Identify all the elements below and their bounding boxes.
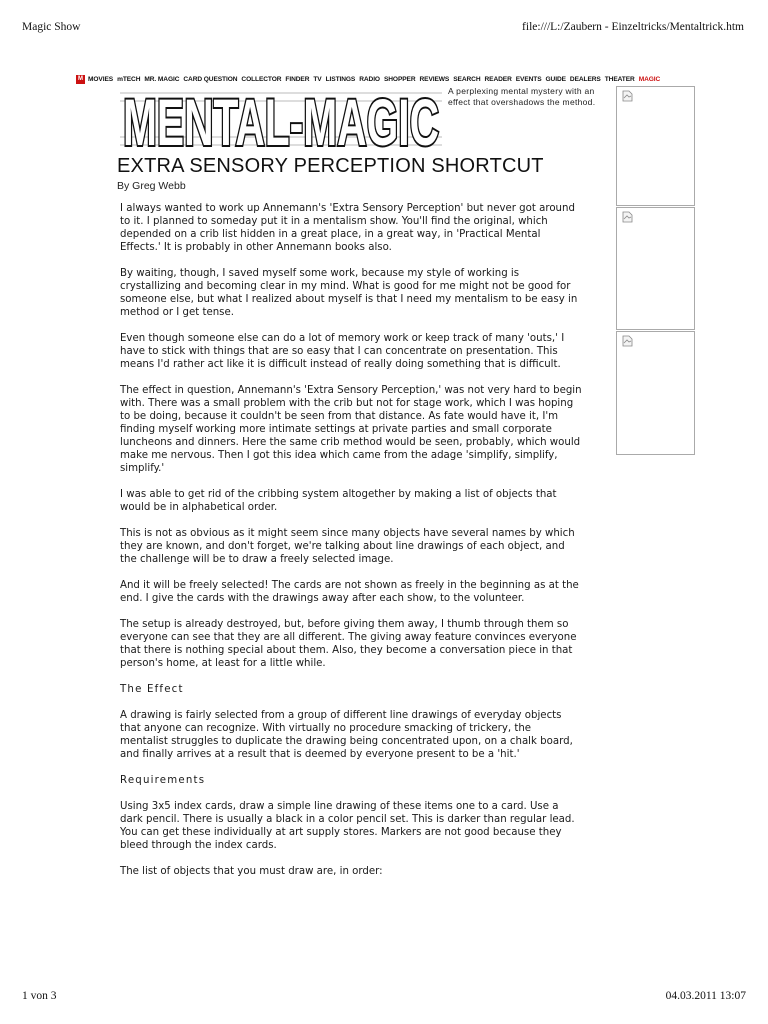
nav-item-card-question[interactable]: CARD QUESTION — [183, 75, 238, 83]
nav-item-finder[interactable]: FINDER — [285, 75, 310, 83]
broken-image-icon — [622, 211, 633, 223]
paragraph: I was able to get rid of the cribbing system altogether by making a list of objects that would be in alphabetical order. — [120, 489, 557, 513]
paragraph: The list of objects that you must draw are, in order: — [120, 866, 383, 877]
nav-item-listings[interactable]: LISTINGS — [325, 75, 356, 83]
paragraph: This is not as obvious as it might seem since many objects have several names by which they are known, and don't forget, we're talking about line drawings of each object, and the challenge will be to draw a freely selected image. — [120, 528, 575, 565]
nav-item-search[interactable]: SEARCH — [453, 75, 481, 83]
article-byline: By Greg Webb — [117, 180, 186, 192]
print-datetime: 04.03.2011 13:07 — [665, 990, 746, 1002]
nav-item-theater[interactable]: THEATER — [604, 75, 635, 83]
broken-image-icon — [622, 90, 633, 102]
mental-magic-banner — [120, 87, 442, 151]
paragraph: Even though someone else can do a lot of memory work or keep track of many 'outs,' I have to stick with things that are so easy that I can concentrate on presentation. This means I'd rather act like it is difficult instead of really doing something that is difficult. — [120, 333, 565, 370]
browser-page-title: Magic Show — [22, 21, 81, 33]
side-ad-2[interactable] — [616, 207, 695, 330]
nav-item-guide[interactable]: GUIDE — [545, 75, 566, 83]
nav-item-reader[interactable]: READER — [484, 75, 512, 83]
paragraph: The effect in question, Annemann's 'Extra Sensory Perception,' was not very hard to begin with. There was a small problem with the crib but not for stage work, which I was hoping to be doing, because it couldn't be seen from that distance. As fate would have it, I'm finding myself working more intimate settings at private parties and small corporate luncheons and dinners. Here the same crib method would be seen, probably, which would make me nervous. Then I got this idea which came from the adage 'simplify, simplify, simplify.' — [120, 385, 582, 474]
browser-file-url: file:///L:/Zaubern - Einzeltricks/Mentaltrick.htm — [522, 21, 744, 33]
nav-item-reviews[interactable]: REVIEWS — [419, 75, 450, 83]
side-ad-1[interactable] — [616, 86, 695, 206]
broken-image-icon — [622, 335, 633, 347]
nav-item-movies[interactable]: MOVIES — [88, 75, 114, 83]
paragraph: A drawing is fairly selected from a group of different line drawings of everyday objects that anyone can recognize. With virtually no procedure smacking of trickery, the mentalist struggles to duplicate the drawing being concentrated upon, on a chalk board, and finally arrives at a result that is deemed by everyone present to be a 'hit.' — [120, 710, 573, 760]
paragraph: I always wanted to work up Annemann's 'Extra Sensory Perception' but never got around to it. I planned to someday put it in a mentalism show. You'll find the original, which depended on a crib list hidden in a great place, in a great way, in 'Practical Mental Effects.' It is probably in other Annemann books also. — [120, 203, 575, 253]
article-body — [120, 202, 582, 891]
banner-tagline: A perplexing mental mystery with an effect that overshadows the method. — [448, 86, 596, 107]
nav-item-tv[interactable]: TV — [313, 75, 322, 83]
nav-item-mtech[interactable]: mTECH — [117, 75, 141, 83]
nav-item-magic[interactable]: MAGIC — [638, 75, 661, 83]
nav-item-dealers[interactable]: DEALERS — [569, 75, 601, 83]
nav-item-shopper[interactable]: SHOPPER — [383, 75, 416, 83]
page-number: 1 von 3 — [22, 990, 57, 1002]
paragraph: The setup is already destroyed, but, before giving them away, I thumb through them so everyone can see that they are all different. The giving away feature convinces everyone that there is nothing special about them. Also, they become a conversation piece in that person's home, at least for a little while. — [120, 619, 577, 669]
nav-item-radio[interactable]: RADIO — [359, 75, 380, 83]
article-title: EXTRA SENSORY PERCEPTION SHORTCUT — [117, 155, 544, 177]
site-nav-bar — [76, 72, 696, 86]
paragraph: And it will be freely selected! The cards are not shown as freely in the beginning as at the end. I give the cards with the drawings away after each show, to the volunteer. — [120, 580, 579, 604]
section-heading-requirements: Requirements — [120, 775, 206, 786]
side-ad-3[interactable] — [616, 331, 695, 455]
paragraph: Using 3x5 index cards, draw a simple line drawing of these items one to a card. Use a dark pencil. There is usually a black in a color pencil set. This is darker than regular lead. You can get these individually at art supply stores. Markers are not good because they bleed through the index cards. — [120, 801, 575, 851]
nav-item-mr-magic[interactable]: MR. MAGIC — [144, 75, 180, 83]
section-heading-effect: The Effect — [120, 684, 184, 695]
nav-item-collector[interactable]: COLLECTOR — [241, 75, 282, 83]
banner-title: MENTAL-MAGIC — [123, 87, 439, 151]
nav-item-events[interactable]: EVENTS — [515, 75, 542, 83]
paragraph: By waiting, though, I saved myself some work, because my style of working is crystallizing and becoming clear in my mind. What is good for me might not be good for someone else, but what I realized about myself is that I need my mentalism to be easy in method or I get tense. — [120, 268, 578, 318]
site-logo-icon[interactable]: M — [76, 75, 85, 84]
